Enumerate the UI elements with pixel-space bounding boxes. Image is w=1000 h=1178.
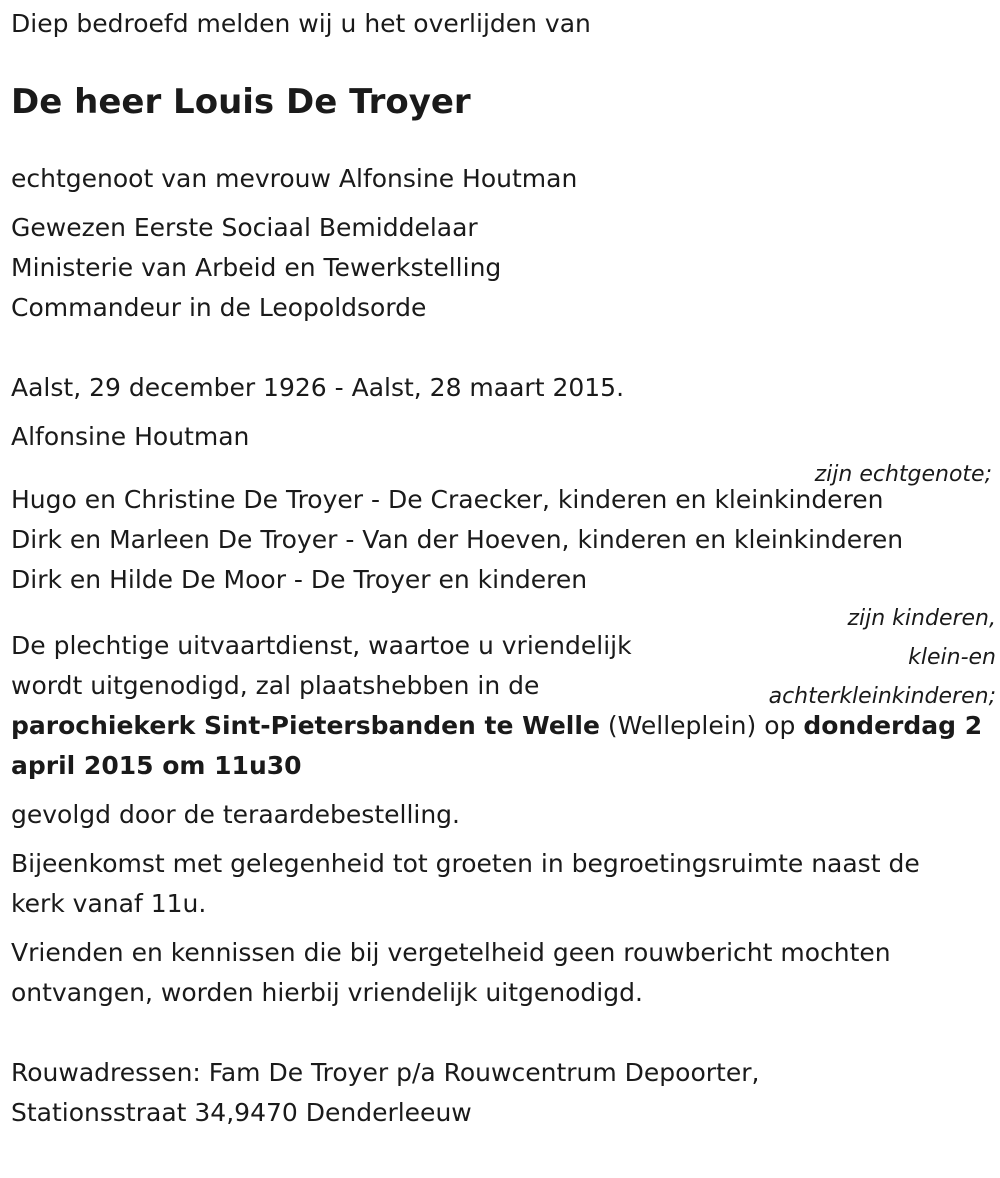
- friends-line-2: ontvangen, worden hierbij vriendelijk uitgenodigd.: [11, 978, 643, 1007]
- deceased-name: De heer Louis De Troyer: [11, 82, 471, 122]
- spouse-line: echtgenoot van mevrouw Alfonsine Houtman: [11, 164, 578, 193]
- child-family-line: Hugo en Christine De Troyer - De Craecker, kinderen en kleinkinderen: [11, 485, 884, 514]
- address-line-1: Rouwadressen: Fam De Troyer p/a Rouwcentrum Depoorter,: [11, 1058, 760, 1087]
- spouse-role: zijn echtgenote;: [814, 462, 992, 487]
- life-dates: Aalst, 29 december 1926 - Aalst, 28 maart 2015.: [11, 373, 625, 402]
- children-role-line: achterkleinkinderen;: [768, 684, 996, 709]
- children-role-line: zijn kinderen,: [847, 606, 996, 631]
- children-role-line: klein-en: [908, 645, 996, 670]
- service-date-part-1: donderdag 2: [803, 711, 983, 740]
- church-place: (Welleplein) op: [599, 711, 804, 740]
- child-family-line: Dirk en Hilde De Moor - De Troyer en kinderen: [11, 565, 588, 594]
- church-name: parochiekerk Sint-Pietersbanden te Welle: [11, 711, 600, 740]
- obituary: [11, 4, 996, 1133]
- service-line-1: De plechtige uitvaartdienst, waartoe u vriendelijk: [11, 631, 632, 660]
- service-line-2: wordt uitgenodigd, zal plaatshebben in de: [11, 671, 540, 700]
- burial-note: gevolgd door de teraardebestelling.: [11, 800, 460, 829]
- address-line-2: Stationsstraat 34,9470 Denderleeuw: [11, 1098, 472, 1127]
- service-date-part-2: april 2015 om 11u30: [11, 751, 302, 780]
- spouse-name: Alfonsine Houtman: [11, 422, 250, 451]
- title-line: Commandeur in de Leopoldsorde: [11, 293, 427, 322]
- child-family-line: Dirk en Marleen De Troyer - Van der Hoeven, kinderen en kleinkinderen: [11, 525, 904, 554]
- intro-text: Diep bedroefd melden wij u het overlijden van: [11, 9, 591, 38]
- title-line: Ministerie van Arbeid en Tewerkstelling: [11, 253, 502, 282]
- title-line: Gewezen Eerste Sociaal Bemiddelaar: [11, 213, 478, 242]
- gathering-line-2: kerk vanaf 11u.: [11, 889, 207, 918]
- children-role: [769, 599, 996, 716]
- gathering-line-1: Bijeenkomst met gelegenheid tot groeten in begroetingsruimte naast de: [11, 849, 920, 878]
- friends-line-1: Vrienden en kennissen die bij vergetelheid geen rouwbericht mochten: [11, 938, 891, 967]
